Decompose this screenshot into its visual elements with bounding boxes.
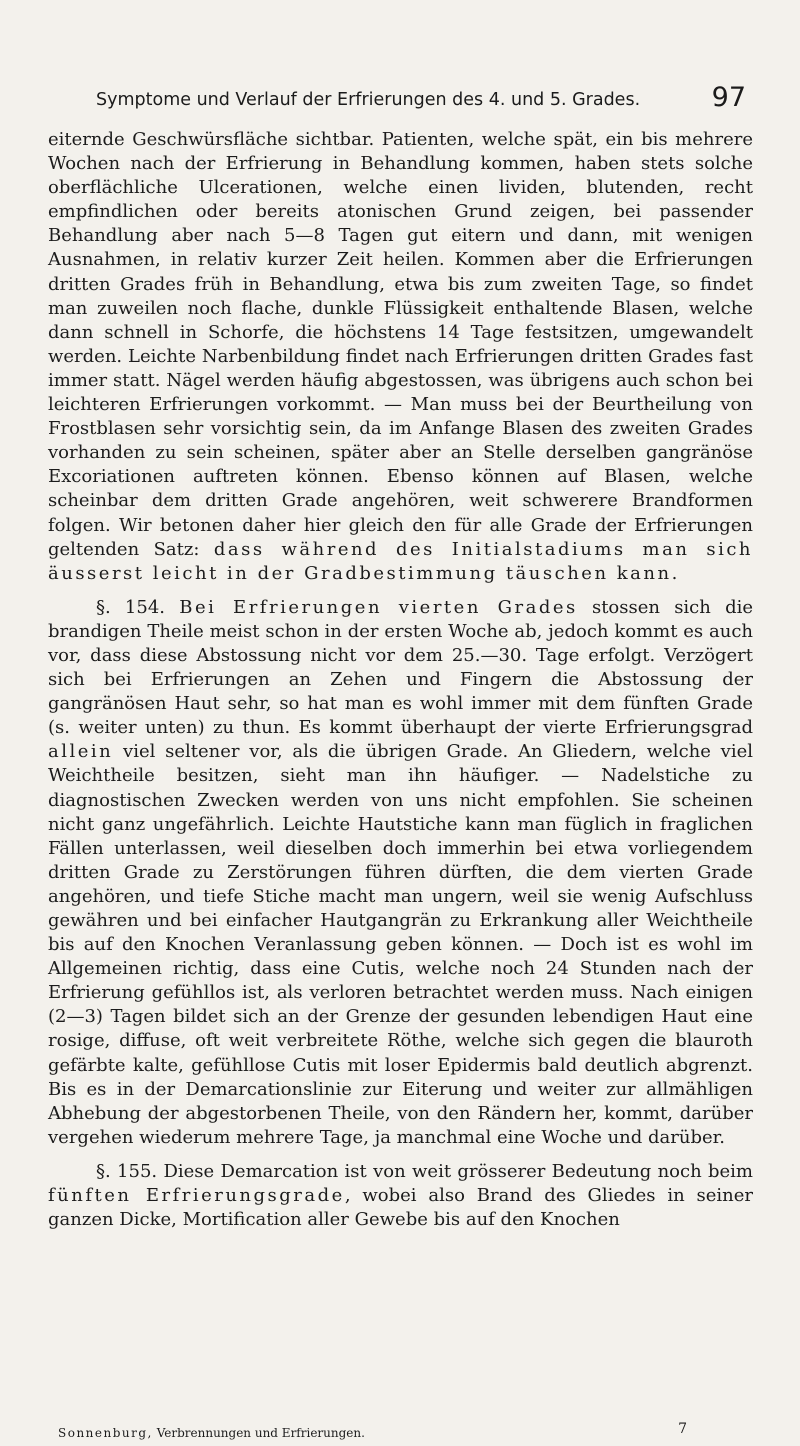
page-header xyxy=(96,82,746,116)
paragraph-155-text-1: §. 155. Diese Demarcation ist von weit grösserer Bedeutung noch beim xyxy=(96,1160,753,1182)
footer-title: Verbrennungen und Erfrierungen. xyxy=(152,1426,365,1440)
body-text xyxy=(48,128,753,1232)
emphasis-sentence: dass während des Initialstadiums man sich äusserst leicht in der Gradbestimmung täuschen kann. xyxy=(48,538,754,584)
paragraph-154-text-2: viel seltener vor, als die übrigen Grade. An Gliedern, welche viel Weichtheile besitzen, sieht man ihn häufiger. — Nadelstiche zu diagnostischen Zwecken werden von uns nicht empfohlen. Sie scheinen nicht ganz ungefährlich. Leichte Hautstiche kann man füglich in fraglichen Fällen unterlassen, weil dieselben doch immerhin bei etwa vorliegendem dritten Grade zu Zerstörungen führen dürften, die dem vierten Grade angehören, und tiefe Stiche macht man ungern, weil sie wenig Aufschluss gewähren und bei einfacher Hautgangrän zu Erkrankung aller Weichtheile bis auf den Knochen Veranlassung geben können. — Doch ist es wohl im Allgemeinen richtig, dass eine Cutis, welche noch 24 Stunden nach der Erfrierung gefühllos ist, als verloren betrachtet werden muss. Nach einigen (2—3) Tagen bildet sich an der Grenze der gesunden lebendigen Haut eine rosige, diffuse, oft weit verbreitete Röthe, welche sich gegen die blauroth gefärbte kalte, gefühllose Cutis mit loser Epidermis bald deutlich abgrenzt. Bis es in der Demarcationslinie zur Eiterung und weiter zur allmähligen Abhebung der abgestorbenen Theile, von den Rändern her, kommt, darüber vergehen wiederum mehrere Tage, ja manchmal eine Woche und darüber. xyxy=(48,741,753,1148)
emphasis-fourth-degree: Bei Erfrierungen vierten Grades xyxy=(179,596,578,618)
running-title: Symptome und Verlauf der Erfrierungen des 4. und 5. Grades. xyxy=(96,90,641,110)
paragraph-1-text: eiternde Geschwürsfläche sichtbar. Patienten, welche spät, ein bis mehrere Wochen nach der Erfrierung in Behandlung kommen, haben stets solche oberflächliche Ulcerationen, welche einen lividen, blutenden, recht empfindlichen oder bereits atonischen Grund zeigen, bei passender Behandlung aber nach 5—8 Tagen gut eitern und dann, mit wenigen Ausnahmen, in relativ kurzer Zeit heilen. Kommen aber die Erfrierungen dritten Grades früh in Behandlung, etwa bis zum zweiten Tage, so findet man zuweilen noch flache, dunkle Flüssigkeit enthaltende Blasen, welche dann schnell in Schorfe, die höchstens 14 Tage festsitzen, umgewandelt werden. Leichte Narbenbildung findet nach Erfrierungen dritten Grades fast immer statt. Nägel werden häufig abgestossen, was übrigens auch schon bei leichteren Erfrierungen vorkommt. — Man muss bei der Beurtheilung von Frostblasen sehr vorsichtig sein, da im Anfange Blasen des zweiten Grades vorhanden zu sein scheinen, später aber an Stelle derselben gangränöse Excoriationen auftreten können. Ebenso können auf Blasen, welche scheinbar dem dritten Grade angehören, weit schwerere Brandformen folgen. Wir betonen daher hier gleich den für alle Grade der Erfrierungen geltenden Satz: xyxy=(48,129,753,560)
emphasis-allein: allein xyxy=(48,741,114,763)
page-footer xyxy=(58,1421,748,1440)
paragraph-154-text-1: stossen sich die brandigen Theile meist schon in der ersten Woche ab, jedoch kommt es auch vor, dass diese Abstossung nicht vor dem 25.—30. Tage erfolgt. Verzögert sich bei Erfrierungen an Zehen und Fingern die Abstossung der gangränösen Haut sehr, so hat man es wohl immer mit dem fünften Grade (s. weiter unten) zu thun. Es kommt überhaupt der vierte Erfrierungsgrad xyxy=(48,596,753,739)
paragraph-155 xyxy=(48,1160,753,1232)
signature-mark: 7 xyxy=(678,1421,687,1437)
page-number: 97 xyxy=(711,82,746,113)
paragraph-154 xyxy=(48,596,753,1150)
paragraph-1 xyxy=(48,128,753,586)
footer-author: Sonnenburg, xyxy=(58,1426,153,1440)
emphasis-fifth-degree: fünften Erfrierungsgrade xyxy=(48,1185,345,1207)
paragraph-155-text-2: , wobei also Brand des Gliedes in seiner ganzen Dicke, Mortification aller Gewebe bis auf den Knochen xyxy=(48,1185,753,1231)
section-number-154: §. 154. xyxy=(96,596,180,618)
